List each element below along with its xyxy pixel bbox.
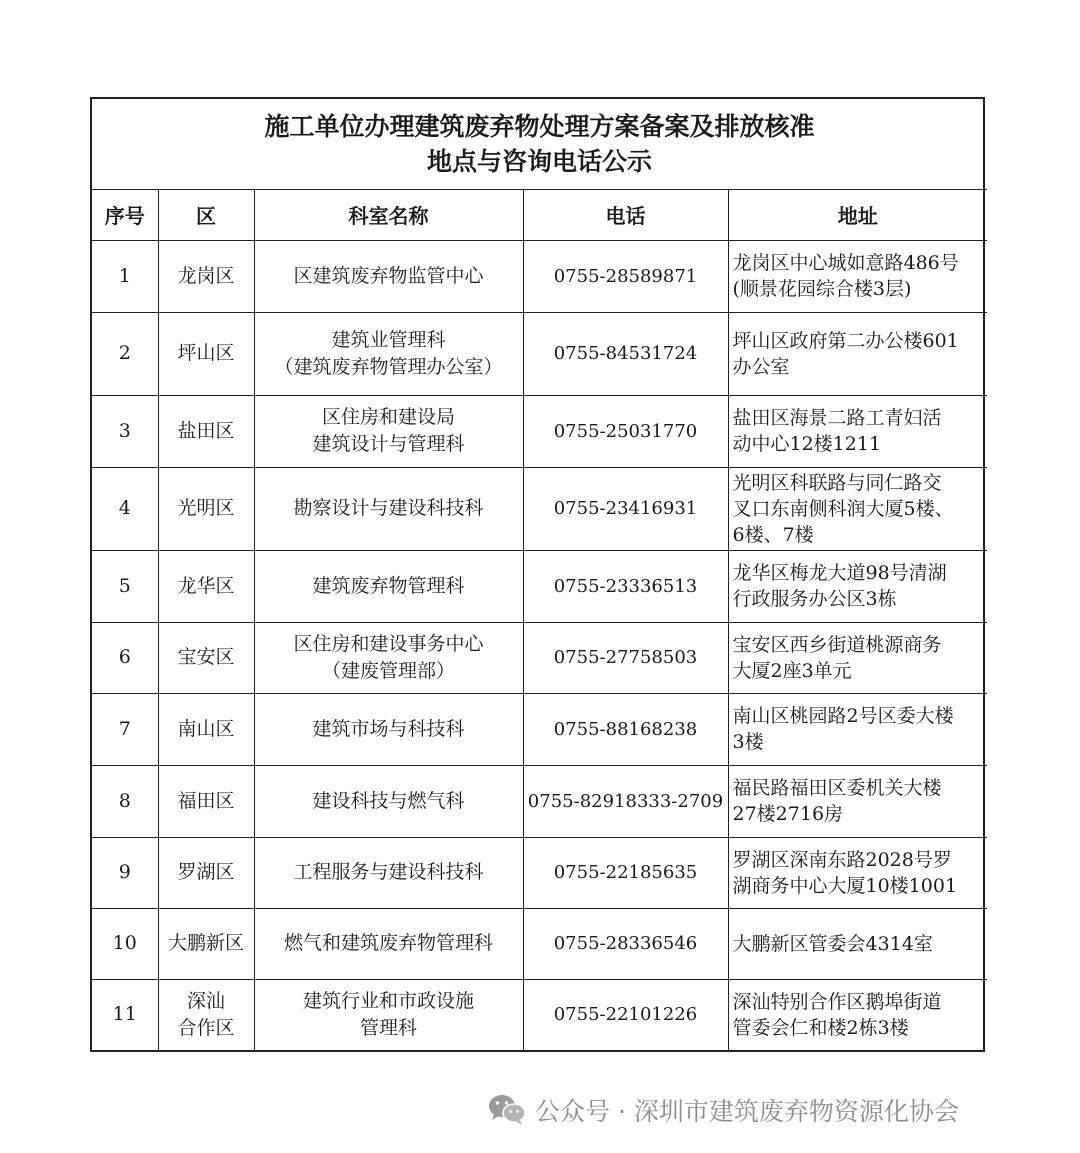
office-line: 建筑业管理科 [331,328,446,351]
cell-district [158,240,254,312]
cell-index: 7 [92,693,158,765]
address-line: 6楼、7楼 [732,523,814,546]
cell-district [158,550,254,622]
header-office: 科室名称 [254,189,523,240]
cell-index: 2 [92,312,158,395]
cell-phone: 0755-25031770 [523,395,728,467]
cell-office [254,312,523,395]
cell-office [254,550,523,622]
district-line: 龙岗区 [177,264,235,287]
address-line: 叉口东南侧科润大厦5楼、 [732,497,954,520]
cell-index: 3 [92,395,158,467]
cell-phone: 0755-27758503 [523,622,728,693]
district-line: 坪山区 [177,342,235,364]
office-line: 建筑废弃物管理科 [312,574,465,597]
table-row [92,837,987,908]
office-line: 建筑市场与科技科 [312,717,465,740]
address-line: 坪山区政府第二办公楼601 [732,329,959,352]
cell-phone: 0755-28589871 [523,240,728,312]
office-line: 燃气和建筑废弃物管理科 [283,932,493,954]
address-line: 办公室 [732,355,790,378]
cell-district [158,693,254,765]
notice-table-frame [90,97,985,1052]
office-line: （建废管理部） [321,659,455,682]
district-line: 盐田区 [177,419,235,442]
cell-index: 5 [92,550,158,622]
cell-office [254,395,523,467]
address-line: 福民路福田区委机关大楼 [732,777,942,799]
cell-district [158,979,254,1050]
cell-index: 8 [92,765,158,837]
address-line: 龙岗区中心城如意路486号 [732,252,959,274]
cell-address [728,395,987,467]
cell-index: 10 [92,908,158,979]
district-line: 光明区 [177,497,235,519]
cell-district [158,837,254,908]
cell-index: 4 [92,467,158,550]
table-row [92,622,987,693]
cell-district [158,622,254,693]
address-line: 大鹏新区管委会4314室 [732,932,933,955]
table-row [92,693,987,765]
office-line: 建筑设计与管理科 [312,433,465,455]
cell-index: 9 [92,837,158,908]
cell-address [728,622,987,693]
address-line: 管委会仁和楼2栋3楼 [732,1016,909,1039]
address-line: 大厦2座3单元 [732,659,852,682]
table-body [92,240,987,1050]
office-line: 建筑行业和市政设施 [302,989,474,1012]
cell-office [254,765,523,837]
header-address: 地址 [728,189,987,240]
district-line: 南山区 [177,717,235,740]
district-line: 深汕 [186,989,225,1012]
cell-address [728,765,987,837]
header-row [92,189,987,240]
office-line: 区建筑废弃物监管中心 [293,264,484,287]
office-line: 建设科技与燃气科 [312,789,465,812]
table-row [92,240,987,312]
address-line: 湖商务中心大厦10楼1001 [732,874,958,897]
cell-address [728,550,987,622]
cell-phone: 0755-23416931 [523,467,728,550]
cell-address [728,467,987,550]
table-row [92,979,987,1050]
table-row [92,312,987,395]
notice-table [92,99,987,1050]
address-line: 行政服务办公区3栋 [732,588,897,610]
table-row [92,395,987,467]
cell-phone: 0755-28336546 [523,908,728,979]
cell-address [728,240,987,312]
table-row [92,908,987,979]
cell-index: 6 [92,622,158,693]
cell-office [254,908,523,979]
office-line: 工程服务与建设科技科 [293,861,484,883]
cell-phone: 0755-22185635 [523,837,728,908]
office-line: 勘察设计与建设科技科 [293,497,484,519]
cell-index: 11 [92,979,158,1050]
table-row [92,467,987,550]
address-line: 南山区桃园路2号区委大楼 [732,705,954,727]
district-line: 罗湖区 [177,861,235,883]
office-line: 管理科 [359,1016,417,1039]
table-title [92,99,987,189]
footer-text: 公众号 · 深圳市建筑废弃物资源化协会 [535,1097,959,1126]
address-line: (顺景花园综合楼3层) [732,278,912,300]
cell-address [728,908,987,979]
cell-phone: 0755-23336513 [523,550,728,622]
cell-office [254,979,523,1050]
district-line: 福田区 [177,789,235,812]
address-line: 动中心12楼1211 [732,433,882,455]
district-line: 合作区 [177,1016,235,1039]
cell-office [254,693,523,765]
wechat-footer [487,1090,959,1130]
cell-phone: 0755-84531724 [523,312,728,395]
cell-phone: 0755-82918333-2709 [523,765,728,837]
district-line: 大鹏新区 [167,932,244,954]
table-row [92,550,987,622]
table-row [92,765,987,837]
header-index: 序号 [92,189,158,240]
cell-index: 1 [92,240,158,312]
cell-district [158,312,254,395]
office-line: 区住房和建设事务中心 [293,632,484,655]
address-line: 27楼2716房 [732,803,844,825]
cell-address [728,312,987,395]
cell-office [254,467,523,550]
address-line: 罗湖区深南东路2028号罗 [732,848,952,871]
cell-district [158,908,254,979]
office-line: 区住房和建设局 [321,406,455,428]
district-line: 宝安区 [177,646,235,668]
cell-office [254,240,523,312]
address-line: 宝安区西乡街道桃源商务 [732,633,942,656]
address-line: 光明区科联路与同仁路交 [732,471,942,494]
address-line: 盐田区海景二路工青妇活 [732,407,942,429]
district-line: 龙华区 [177,574,235,597]
cell-phone: 0755-22101226 [523,979,728,1050]
cell-phone: 0755-88168238 [523,693,728,765]
header-district: 区 [158,189,254,240]
cell-district [158,467,254,550]
cell-district [158,395,254,467]
header-phone: 电话 [523,189,728,240]
cell-address [728,693,987,765]
title-line-1: 施工单位办理建筑废弃物处理方案备案及排放核准 [264,111,815,141]
cell-office [254,837,523,908]
cell-district [158,765,254,837]
title-line-2: 地点与咨询电话公示 [427,146,653,176]
wechat-icon [487,1093,527,1127]
address-line: 3楼 [732,731,764,753]
office-line: （建筑废弃物管理办公室） [274,355,503,378]
cell-address [728,979,987,1050]
cell-office [254,622,523,693]
address-line: 龙华区梅龙大道98号清湖 [732,562,947,584]
address-line: 深汕特别合作区鹅埠街道 [732,990,942,1013]
cell-address [728,837,987,908]
